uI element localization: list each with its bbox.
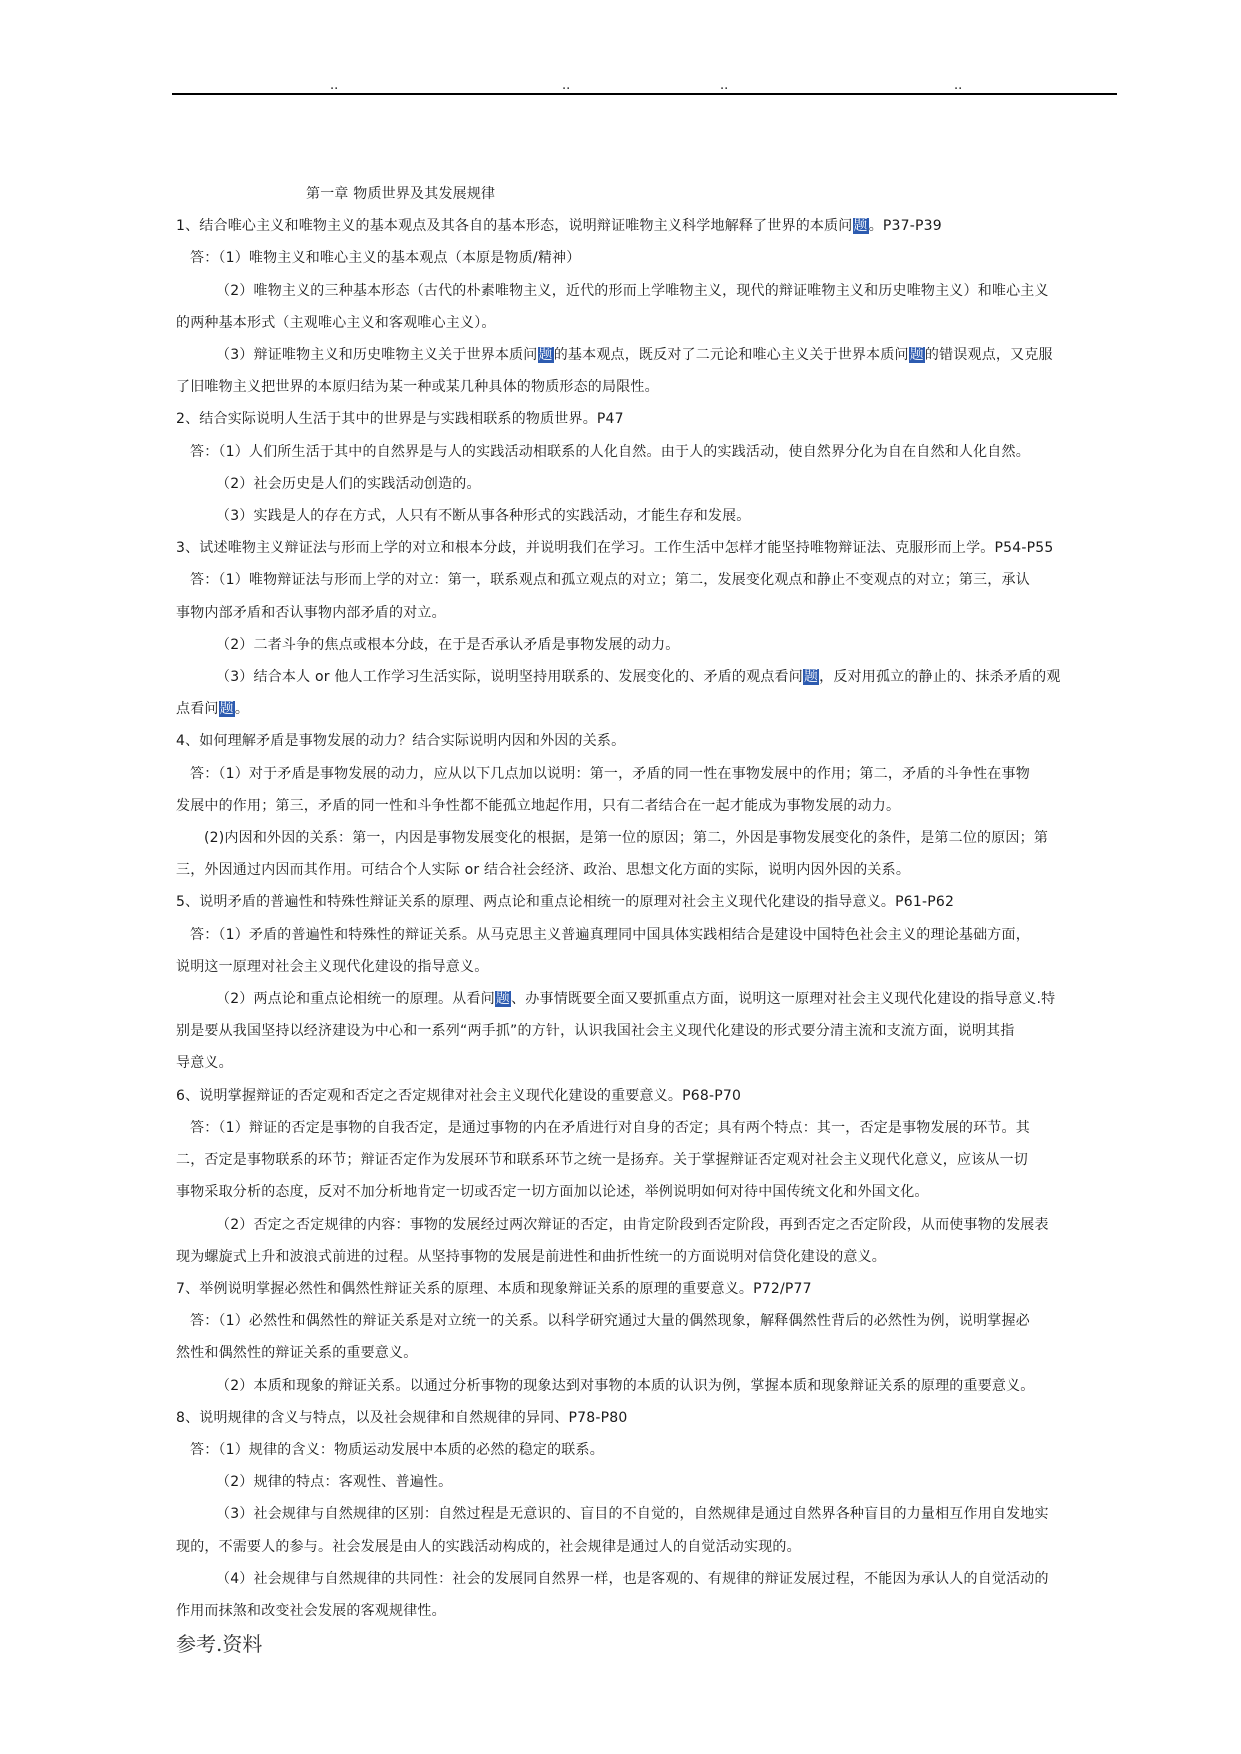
text-line xyxy=(176,1080,1116,1112)
text-line xyxy=(176,1498,1116,1530)
line-text: 导意义。 xyxy=(176,1055,233,1072)
line-text: 答：（1）对于矛盾是事物发展的动力，应从以下几点加以说明：第一，矛盾的同一性在事物发展中的作用；第二，矛盾的斗争性在事物 xyxy=(190,765,1030,782)
text-line xyxy=(176,1176,1116,1208)
text-line xyxy=(176,1047,1116,1079)
text-line xyxy=(176,854,1116,886)
text-line xyxy=(176,468,1116,500)
line-text: 了旧唯物主义把世界的本原归结为某一种或某几种具体的物质形态的局限性。 xyxy=(176,379,659,396)
line-text: （2）规律的特点：客观性、普遍性。 xyxy=(216,1474,453,1491)
line-text: 答：（1）唯物主义和唯心主义的基本观点（本原是物质/精神） xyxy=(190,250,581,267)
line-text: 的基本观点，既反对了二元论和唯心主义关于世界本质问 xyxy=(553,347,909,364)
text-line xyxy=(176,532,1116,564)
text-line xyxy=(176,661,1116,693)
line-text: 的错误观点，又克服 xyxy=(924,347,1053,364)
text-line xyxy=(176,629,1116,661)
text-lines xyxy=(176,210,1116,1627)
header-dot-3: .. xyxy=(720,78,729,93)
text-line xyxy=(176,951,1116,983)
line-text: 答：（1）辩证的否定是事物的自我否定，是通过事物的内在矛盾进行对自身的否定；具有两个特点：其一，否定是事物发展的环节。其 xyxy=(190,1119,1030,1136)
line-text: 。P37-P39 xyxy=(868,218,942,235)
text-line xyxy=(176,758,1116,790)
highlighted-char: 题 xyxy=(909,347,924,364)
text-line xyxy=(176,403,1116,435)
header-dot-1: .. xyxy=(330,78,339,93)
text-line xyxy=(176,693,1116,725)
line-text: 4、如何理解矛盾是事物发展的动力？结合实际说明内因和外因的关系。 xyxy=(176,733,626,750)
text-line xyxy=(176,597,1116,629)
text-line xyxy=(176,1144,1116,1176)
text-line xyxy=(176,1015,1116,1047)
document-body xyxy=(176,178,1116,1627)
header-dot-2: .. xyxy=(562,78,571,93)
text-line xyxy=(176,1337,1116,1369)
line-text: （2）否定之否定规律的内容：事物的发展经过两次辩证的否定，由肯定阶段到否定阶段，再到否定之否定阶段，从而使事物的发展表 xyxy=(216,1216,1049,1233)
text-line xyxy=(176,1273,1116,1305)
line-text: 答：（1）唯物辩证法与形而上学的对立：第一，联系观点和孤立观点的对立；第二，发展变化观点和静止不变观点的对立；第三，承认 xyxy=(190,572,1030,589)
line-text: 然性和偶然性的辩证关系的重要意义。 xyxy=(176,1345,418,1362)
text-line xyxy=(176,1241,1116,1273)
line-text: 8、说明规律的含义与特点，以及社会规律和自然规律的异同、P78-P80 xyxy=(176,1409,628,1426)
highlighted-char: 题 xyxy=(538,347,553,364)
text-line xyxy=(176,983,1116,1015)
header-dot-4: .. xyxy=(954,78,963,93)
line-text: 答：（1）必然性和偶然性的辩证关系是对立统一的关系。以科学研究通过大量的偶然现象，解释偶然性背后的必然性为例，说明掌握必 xyxy=(190,1313,1030,1330)
line-text: （3）实践是人的存在方式，人只有不断从事各种形式的实践活动，才能生存和发展。 xyxy=(216,508,751,525)
text-line xyxy=(176,1466,1116,1498)
line-text: （2）本质和现象的辩证关系。以通过分析事物的现象达到对事物的本质的认识为例，掌握本质和现象辩证关系的原理的重要意义。 xyxy=(216,1377,1035,1394)
text-line xyxy=(176,822,1116,854)
text-line xyxy=(176,1112,1116,1144)
text-line xyxy=(176,886,1116,918)
header-rule xyxy=(172,93,1117,95)
line-text: （3）社会规律与自然规律的区别：自然过程是无意识的、盲目的不自觉的，自然规律是通过自然界各种盲目的力量相互作用自发地实 xyxy=(216,1506,1049,1523)
highlighted-char: 题 xyxy=(853,218,868,235)
text-line xyxy=(176,1531,1116,1563)
line-text: 说明这一原理对社会主义现代化建设的指导意义。 xyxy=(176,958,489,975)
line-text: 的两种基本形式（主观唯心主义和客观唯心主义）。 xyxy=(176,314,496,331)
line-text: 7、举例说明掌握必然性和偶然性辩证关系的原理、本质和现象辩证关系的原理的重要意义。P72/P77 xyxy=(176,1280,812,1297)
line-text: 事物内部矛盾和否认事物内部矛盾的对立。 xyxy=(176,604,446,621)
text-line xyxy=(176,1209,1116,1241)
text-line xyxy=(176,1595,1116,1627)
text-line xyxy=(176,1434,1116,1466)
text-line xyxy=(176,564,1116,596)
line-text: （2）二者斗争的焦点或根本分歧，在于是否承认矛盾是事物发展的动力。 xyxy=(216,636,680,653)
line-text: 点看问 xyxy=(176,701,219,718)
line-text: 现的，不需要人的参与。社会发展是由人的实践活动构成的，社会规律是通过人的自觉活动实现的。 xyxy=(176,1538,801,1555)
line-text: 。 xyxy=(234,701,250,718)
highlighted-char: 题 xyxy=(495,991,511,1008)
line-text: （2）两点论和重点论相统一的原理。从看问 xyxy=(216,991,495,1008)
text-line xyxy=(176,1563,1116,1595)
line-text: （2）唯物主义的三种基本形态（古代的朴素唯物主义，近代的形而上学唯物主义，现代的辩证唯物主义和历史唯物主义）和唯心主义 xyxy=(216,282,1049,299)
line-text: 事物采取分析的态度，反对不加分析地肯定一切或否定一切方面加以论述，举例说明如何对待中国传统文化和外国文化。 xyxy=(176,1184,929,1201)
line-text: 、办事情既要全面又要抓重点方面，说明这一原理对社会主义现代化建设的指导意义.特 xyxy=(511,991,1056,1008)
text-line xyxy=(176,1402,1116,1434)
highlighted-char: 题 xyxy=(219,701,234,718)
text-line xyxy=(176,725,1116,757)
line-text: （2）社会历史是人们的实践活动创造的。 xyxy=(216,475,481,492)
line-text: （4）社会规律与自然规律的共同性：社会的发展同自然界一样，也是客观的、有规律的辩证发展过程，不能因为承认人的自觉活动的 xyxy=(216,1570,1049,1587)
text-line xyxy=(176,307,1116,339)
line-text: 现为螺旋式上升和波浪式前进的过程。从坚持事物的发展是前进性和曲折性统一的方面说明对信贷化建设的意义。 xyxy=(176,1248,886,1265)
text-line xyxy=(176,436,1116,468)
text-line xyxy=(176,275,1116,307)
text-line xyxy=(176,1305,1116,1337)
line-text: 5、说明矛盾的普遍性和特殊性辩证关系的原理、两点论和重点论相统一的原理对社会主义现代化建设的指导意义。P61-P62 xyxy=(176,894,955,911)
text-line xyxy=(176,371,1116,403)
text-line xyxy=(176,919,1116,951)
line-text: (2)内因和外因的关系：第一，内因是事物发展变化的根据，是第一位的原因；第二，外因是事物发展变化的条件，是第二位的原因；第 xyxy=(204,830,1049,847)
line-text: 3、试述唯物主义辩证法与形而上学的对立和根本分歧，并说明我们在学习。工作生活中怎样才能坚持唯物辩证法、克服形而上学。P54-P55 xyxy=(176,540,1054,557)
text-line xyxy=(176,1370,1116,1402)
line-text: 二，否定是事物联系的环节；辩证否定作为发展环节和联系环节之统一是扬弃。关于掌握辩证否定观对社会主义现代化意义，应该从一切 xyxy=(176,1152,1028,1169)
chapter-title: 第一章 物质世界及其发展规律 xyxy=(306,186,496,202)
line-text: 1、结合唯心主义和唯物主义的基本观点及其各自的基本形态，说明辩证唯物主义科学地解释了世界的本质问 xyxy=(176,218,853,235)
text-line xyxy=(176,242,1116,274)
text-line xyxy=(176,339,1116,371)
line-text: （3）结合本人 or 他人工作学习生活实际，说明坚持用联系的、发展变化的、矛盾的观点看问 xyxy=(216,669,803,686)
highlighted-char: 题 xyxy=(803,669,819,686)
line-text: 答：（1）规律的含义：物质运动发展中本质的必然的稳定的联系。 xyxy=(190,1441,604,1458)
line-text: 别是要从我国坚持以经济建设为中心和一系列“两手抓”的方针，认识我国社会主义现代化建设的形式要分清主流和支流方面，说明其指 xyxy=(176,1023,1015,1040)
line-text: 作用而抹煞和改变社会发展的客观规律性。 xyxy=(176,1602,446,1619)
text-line xyxy=(176,790,1116,822)
line-text: ，反对用孤立的静止的、抹杀矛盾的观 xyxy=(819,669,1061,686)
line-text: 2、结合实际说明人生活于其中的世界是与实践相联系的物质世界。P47 xyxy=(176,411,624,428)
line-text: 6、说明掌握辩证的否定观和否定之否定规律对社会主义现代化建设的重要意义。P68-P70 xyxy=(176,1087,742,1104)
line-text: （3）辩证唯物主义和历史唯物主义关于世界本质问 xyxy=(216,347,538,364)
line-text: 三，外因通过内因而其作用。可结合个人实际 or 结合社会经济、政治、思想文化方面的实际，说明内因外因的关系。 xyxy=(176,862,911,879)
line-text: 发展中的作用；第三，矛盾的同一性和斗争性都不能孤立地起作用，只有二者结合在一起才能成为事物发展的动力。 xyxy=(176,797,901,814)
line-text: 答：（1）人们所生活于其中的自然界是与人的实践活动相联系的人化自然。由于人的实践活动，使自然界分化为自在自然和人化自然。 xyxy=(190,443,1030,460)
text-line xyxy=(176,210,1116,242)
header-dots xyxy=(0,78,1241,94)
text-line xyxy=(176,500,1116,532)
line-text: 答：（1）矛盾的普遍性和特殊性的辩证关系。从马克思主义普遍真理同中国具体实践相结合是建设中国特色社会主义的理论基础方面， xyxy=(190,926,1030,943)
footer-text: 参考.资料 xyxy=(176,1632,263,1656)
